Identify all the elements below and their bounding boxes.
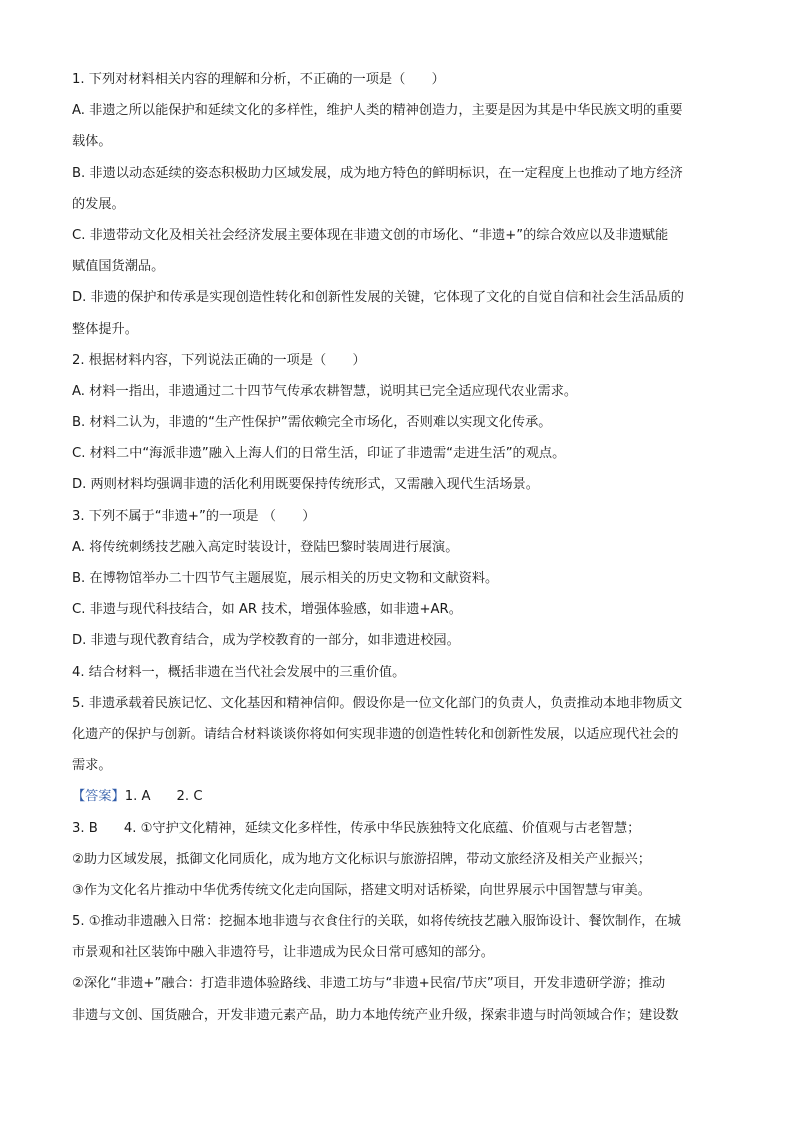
answer-q5-point-2-cont: 非遗与文创、国货融合，开发非遗元素产品，助力本地传统产业升级，探索非遗与时尚领域合作；建设数 <box>72 1007 679 1023</box>
answer-q2: 2. C <box>176 789 203 805</box>
q2-stem: 2. 根据材料内容，下列说法正确的一项是（ ） <box>72 352 366 368</box>
document-page <box>72 64 724 1031</box>
q2-option-b: B. 材料二认为，非遗的“生产性保护”需依赖完全市场化，否则难以实现文化传承。 <box>72 415 552 431</box>
answer-q3: 3. B <box>72 820 98 836</box>
q1-option-c-cont: 赋值国货潮品。 <box>72 259 165 275</box>
q4-stem: 4. 结合材料一，概括非遗在当代社会发展中的三重价值。 <box>72 664 406 680</box>
q3-stem: 3. 下列不属于“非遗+”的一项是 （ ） <box>72 508 316 524</box>
q1-option-b-cont: 的发展。 <box>72 196 125 212</box>
q5-stem-cont: 化遗产的保护与创新。请结合材料谈谈你将如何实现非遗的创造性转化和创新性发展，以适应现代社会的 <box>72 726 679 742</box>
q1-stem: 1. 下列对材料相关内容的理解和分析，不正确的一项是（ ） <box>72 72 445 87</box>
q1-option-a-cont: 载体。 <box>72 134 112 150</box>
q2-option-a: A. 材料一指出，非遗通过二十四节气传承农耕智慧，说明其已完全适应现代农业需求。 <box>72 383 578 399</box>
q2-option-d: D. 两则材料均强调非遗的活化利用既要保持传统形式，又需融入现代生活场景。 <box>72 477 539 493</box>
q3-option-b: B. 在博物馆举办二十四节气主题展览，展示相关的历史文物和文献资料。 <box>72 571 499 586</box>
q1-option-b: B. 非遗以动态延续的姿态积极助力区域发展，成为地方特色的鲜明标识，在一定程度上也推动了地方经济 <box>72 165 683 181</box>
q1-option-d: D. 非遗的保护和传承是实现创造性转化和创新性发展的关键，它体现了文化的自觉自信和社会生活品质的 <box>72 290 684 306</box>
q3-option-d: D. 非遗与现代教育结合，成为学校教育的一部分，如非遗进校园。 <box>72 633 460 649</box>
answer-q4-point-2: ②助力区域发展，抵御文化同质化，成为地方文化标识与旅游招牌，带动文旅经济及相关产业振兴； <box>72 851 651 867</box>
q3-option-a: A. 将传统刺绣技艺融入高定时装设计，登陆巴黎时装周进行展演。 <box>72 539 459 555</box>
q5-stem: 5. 非遗承载着民族记忆、文化基因和精神信仰。假设你是一位文化部门的负责人，负责推动本地非物质文 <box>72 695 683 711</box>
answer-line-2 <box>72 813 724 844</box>
q3-option-c: C. 非遗与现代科技结合，如 AR 技术，增强体验感，如非遗+AR。 <box>72 602 462 618</box>
q5-stem-end: 需求。 <box>72 758 112 774</box>
answer-q1: 1. A <box>124 789 151 805</box>
answer-q5-point-2: ②深化“非遗+”融合：打造非遗体验路线、非遗工坊与“非遗+民宿/节庆”项目，开发非遗研学游；推动 <box>72 976 666 992</box>
q2-option-c: C. 材料二中“海派非遗”融入上海人们的日常生活，印证了非遗需“走进生活”的观点。 <box>72 446 566 462</box>
q1-option-c: C. 非遗带动文化及相关社会经济发展主要体现在非遗文创的市场化、“非遗+”的综合效应以及非遗赋能 <box>72 227 669 243</box>
answer-q5-point-1: 5. ①推动非遗融入日常：挖掘本地非遗与衣食住行的关联，如将传统技艺融入服饰设计、餐饮制作，在城 <box>72 914 681 930</box>
answer-q5-point-1-cont: 市景观和社区装饰中融入非遗符号，让非遗成为民众日常可感知的部分。 <box>72 945 494 961</box>
answer-q4-point-3: ③作为文化名片推动中华优秀传统文化走向国际，搭建文明对话桥梁，向世界展示中国智慧与审美。 <box>72 882 651 898</box>
answer-line-1 <box>72 781 724 812</box>
q1-option-a: A. 非遗之所以能保护和延续文化的多样性，维护人类的精神创造力，主要是因为其是中华民族文明的重要 <box>72 103 683 119</box>
q1-option-d-cont: 整体提升。 <box>72 321 138 337</box>
answer-tag: 【答案】 <box>72 789 125 805</box>
answer-q4-intro: 4. ①守护文化精神，延续文化多样性，传承中华民族独特文化底蕴、价值观与古老智慧； <box>123 820 641 836</box>
